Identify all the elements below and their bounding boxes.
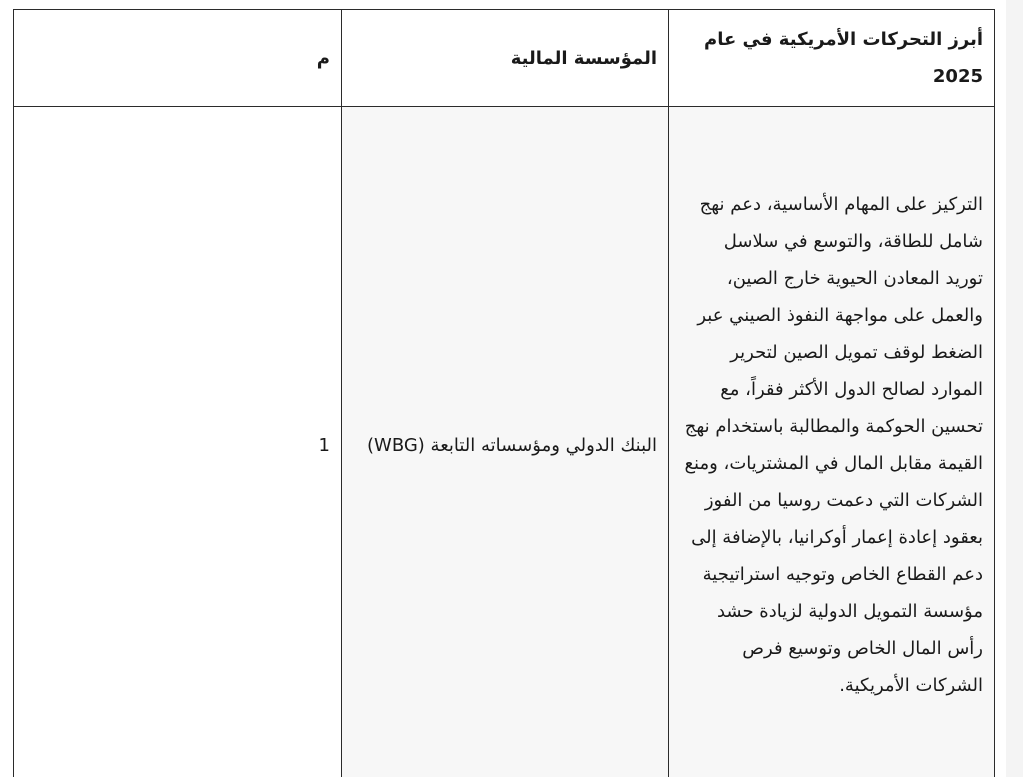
scrollbar-track[interactable] <box>1006 0 1023 777</box>
header-number: م <box>14 10 342 107</box>
header-events: أبرز التحركات الأمريكية في عام 2025 <box>669 10 995 107</box>
institution-text: البنك الدولي ومؤسساته التابعة (WBG) <box>366 434 657 456</box>
table-header <box>14 10 995 107</box>
cell-events <box>669 107 995 777</box>
data-table <box>13 9 995 777</box>
events-text: التركيز على المهام الأساسية، دعم نهج شامل للطاقة، والتوسع في سلاسل توريد المعادن الحيوية خارج الصين، والعمل على مواجهة النفوذ الصيني عبر الضغط لوقف تمويل الصين لتحرير الموارد لصالح الدول الأكثر فقراً، مع تحسين الحوكمة والمطالبة باستخدام نهج القيمة مقابل المال في المشتريات، ومنع الشركات التي دعمت روسيا من الفوز بعقود إعادة إعمار أوكرانيا، بالإضافة إلى دعم القطاع الخاص وتوجيه استراتيجية مؤسسة التمويل الدولية لزيادة حشد رأس المال الخاص وتوسيع فرص الشركات الأمريكية. <box>684 194 983 696</box>
header-institution: المؤسسة المالية <box>342 10 669 107</box>
cell-institution <box>342 107 669 777</box>
header-row <box>14 10 995 107</box>
cell-number: 1 <box>14 107 342 777</box>
table-row <box>14 107 995 777</box>
table-body <box>14 107 995 777</box>
